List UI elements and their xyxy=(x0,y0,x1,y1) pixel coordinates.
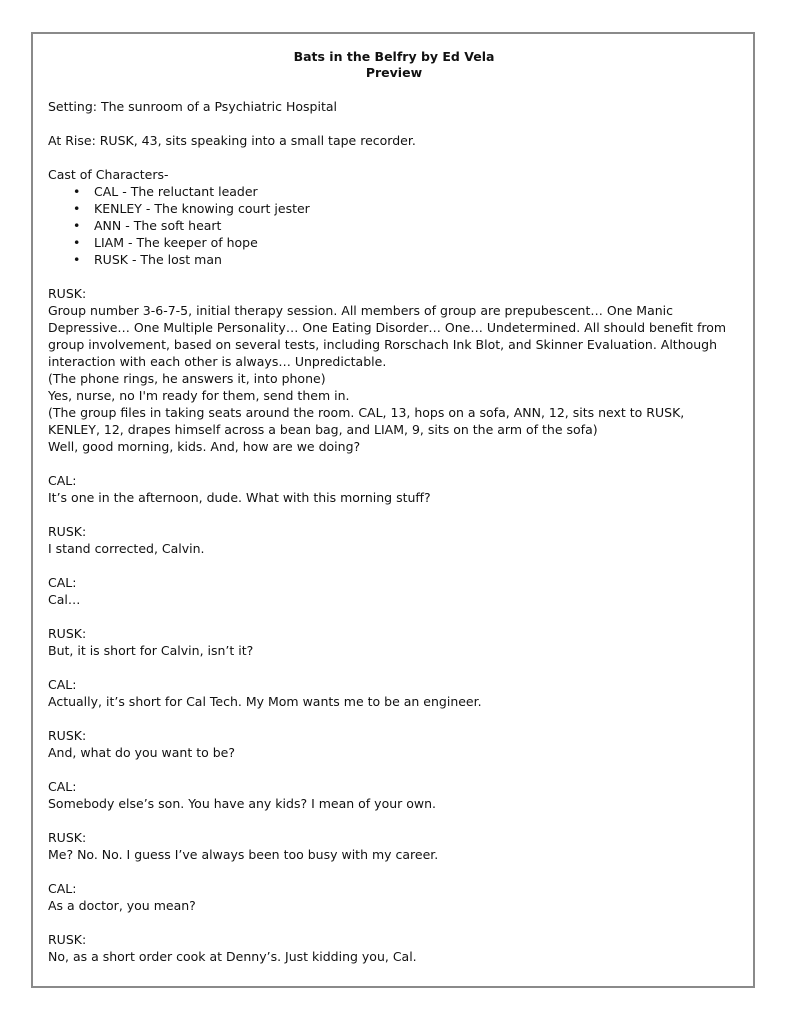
cast-heading: Cast of Characters- xyxy=(48,167,169,182)
dialogue-line: Actually, it’s short for Cal Tech. My Mom wants me to be an engineer. xyxy=(48,694,482,709)
document-title: Bats in the Belfry by Ed Vela xyxy=(293,49,495,64)
cast-item-label: KENLEY - The knowing court jester xyxy=(94,201,310,216)
dialogue-block xyxy=(48,931,740,965)
dialogue-line: Yes, nurse, no I'm ready for them, send them in. xyxy=(48,388,350,403)
speaker-name: CAL: xyxy=(48,779,77,794)
speaker-name: CAL: xyxy=(48,575,77,590)
at-rise-text: At Rise: RUSK, 43, sits speaking into a small tape recorder. xyxy=(48,133,416,148)
dialogue-line: Me? No. No. I guess I’ve always been too busy with my career. xyxy=(48,847,439,862)
dialogue-block xyxy=(48,778,740,812)
bullet-icon: • xyxy=(73,184,81,199)
speaker-name: RUSK: xyxy=(48,728,87,743)
cast-item xyxy=(48,217,740,234)
dialogue-line: Somebody else’s son. You have any kids? I mean of your own. xyxy=(48,796,437,811)
dialogue-line: Well, good morning, kids. And, how are we doing? xyxy=(48,439,361,454)
cast-item-label: LIAM - The keeper of hope xyxy=(94,235,258,250)
bullet-icon: • xyxy=(73,218,81,233)
dialogue-line: Cal… xyxy=(48,592,81,607)
stage-direction: (The group files in taking seats around the room. CAL, 13, hops on a sofa, ANN, 12, sits next to RUSK, xyxy=(48,405,685,420)
speaker-name: CAL: xyxy=(48,881,77,896)
title-block xyxy=(48,49,740,81)
dialogue-block xyxy=(48,625,740,659)
cast-item xyxy=(48,251,740,268)
cast-item xyxy=(48,200,740,217)
speaker-name: RUSK: xyxy=(48,626,87,641)
dialogue-line: group involvement, based on several tests, including Rorschach Ink Blot, and Skinner Evaluation. Although xyxy=(48,337,718,352)
speaker-name: CAL: xyxy=(48,473,77,488)
dialogue-block xyxy=(48,285,740,455)
dialogue-line: interaction with each other is always… Unpredictable. xyxy=(48,354,387,369)
dialogue-line: As a doctor, you mean? xyxy=(48,898,196,913)
dialogue-line: But, it is short for Calvin, isn’t it? xyxy=(48,643,254,658)
dialogue-block xyxy=(48,472,740,506)
bullet-icon: • xyxy=(73,235,81,250)
cast-item-label: RUSK - The lost man xyxy=(94,252,222,267)
speaker-name: CAL: xyxy=(48,677,77,692)
dialogue-line: Group number 3-6-7-5, initial therapy session. All members of group are prepubescent… One Manic xyxy=(48,303,673,318)
cast-item xyxy=(48,183,740,200)
cast-item-label: CAL - The reluctant leader xyxy=(94,184,258,199)
document-subtitle: Preview xyxy=(365,65,423,80)
dialogue-block xyxy=(48,829,740,863)
speaker-name: RUSK: xyxy=(48,286,87,301)
dialogue-block xyxy=(48,880,740,914)
dialogue-line: I stand corrected, Calvin. xyxy=(48,541,205,556)
speaker-name: RUSK: xyxy=(48,524,87,539)
document-content xyxy=(48,49,740,982)
stage-direction: KENLEY, 12, drapes himself across a bean bag, and LIAM, 9, sits on the arm of the sofa) xyxy=(48,422,598,437)
speaker-name: RUSK: xyxy=(48,932,87,947)
dialogue-line: No, as a short order cook at Denny’s. Just kidding you, Cal. xyxy=(48,949,417,964)
cast-list xyxy=(48,183,740,268)
dialogue-line: Depressive… One Multiple Personality… One Eating Disorder… One… Undetermined. All should benefit from xyxy=(48,320,727,335)
bullet-icon: • xyxy=(73,252,81,267)
stage-direction: (The phone rings, he answers it, into phone) xyxy=(48,371,326,386)
page-frame xyxy=(31,32,755,988)
speaker-name: RUSK: xyxy=(48,830,87,845)
dialogue-line: It’s one in the afternoon, dude. What with this morning stuff? xyxy=(48,490,431,505)
dialogue-block xyxy=(48,676,740,710)
bullet-icon: • xyxy=(73,201,81,216)
dialogue-block xyxy=(48,727,740,761)
cast-item-label: ANN - The soft heart xyxy=(94,218,222,233)
dialogue-block xyxy=(48,523,740,557)
cast-item xyxy=(48,234,740,251)
setting-text: Setting: The sunroom of a Psychiatric Hospital xyxy=(48,99,338,114)
dialogue-line: And, what do you want to be? xyxy=(48,745,235,760)
dialogue-block xyxy=(48,574,740,608)
